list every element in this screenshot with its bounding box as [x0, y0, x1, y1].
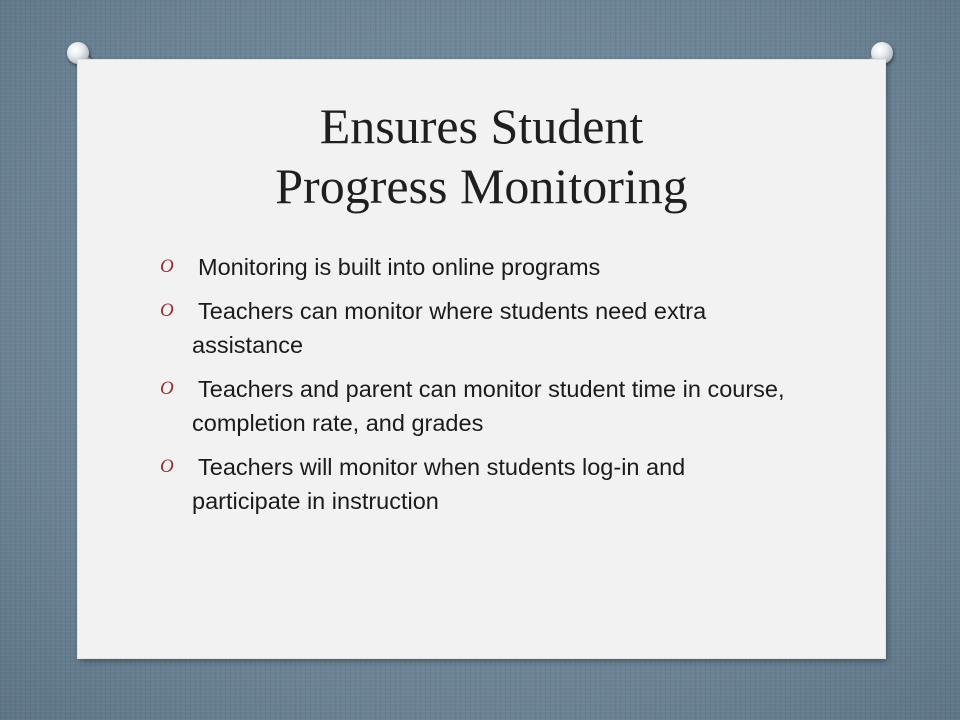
slide-card	[78, 60, 885, 658]
bullet-item	[160, 450, 800, 518]
bullet-text: Monitoring is built into online programs	[198, 254, 601, 280]
bullet-text: Teachers can monitor where students need extra assistance	[192, 298, 707, 358]
bullet-marker-icon: O	[160, 300, 174, 321]
bullet-text: Teachers and parent can monitor student time in course, completion rate, and grades	[192, 376, 785, 436]
slide-title	[78, 96, 885, 216]
bullet-text: Teachers will monitor when students log-in and participate in instruction	[192, 454, 686, 514]
bullet-marker-icon: O	[160, 378, 174, 399]
bullet-marker-icon: O	[160, 256, 174, 277]
slide-title-line-2: Progress Monitoring	[275, 158, 688, 214]
bullet-list	[160, 250, 800, 528]
slide-title-line-1: Ensures Student	[319, 98, 644, 154]
bullet-item	[160, 250, 800, 284]
bullet-marker-icon: O	[160, 456, 174, 477]
bullet-item	[160, 294, 800, 362]
bullet-item	[160, 372, 800, 440]
